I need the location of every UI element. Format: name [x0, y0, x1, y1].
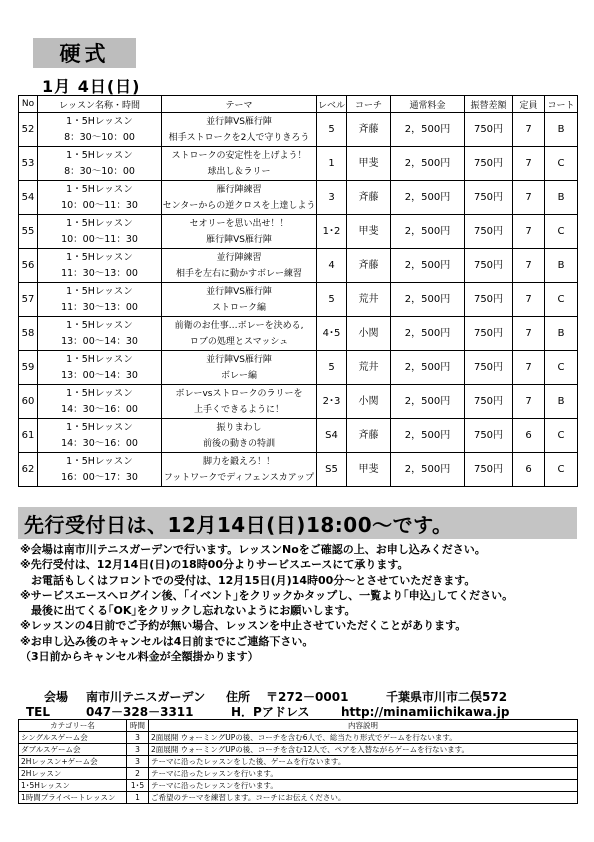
lesson-name-time-line: 1・5Hレッスン	[66, 115, 133, 127]
lesson-name-time	[38, 385, 162, 419]
table-row	[19, 215, 578, 249]
lesson-court: C	[545, 453, 578, 487]
category-header-row	[19, 720, 578, 732]
lesson-level: 4･5	[317, 317, 347, 351]
lesson-name-time-line: 14：30～16：00	[61, 403, 138, 415]
lesson-fee: 2，500円	[391, 317, 465, 351]
lesson-theme	[162, 215, 317, 249]
lesson-name-time-line: 1・5Hレッスン	[66, 455, 133, 467]
lesson-name-time-line: 1・5Hレッスン	[66, 183, 133, 195]
lesson-theme-line: センターからの逆クロスを上達しよう	[162, 200, 316, 211]
lesson-court: B	[545, 317, 578, 351]
category-row	[19, 780, 578, 792]
address-label: 住所	[226, 690, 251, 704]
lesson-court: C	[545, 215, 578, 249]
lesson-fee: 2，500円	[391, 419, 465, 453]
col-capacity: 定員	[513, 96, 545, 113]
note-line: お電話もしくはフロントでの受付は、12月15日(月)14時00分～とさせていただきます。	[20, 573, 476, 587]
col-level: レベル	[317, 96, 347, 113]
lesson-capacity: 7	[513, 249, 545, 283]
lesson-theme-line: セオリーを思い出せ！！	[189, 218, 289, 229]
lesson-capacity: 7	[513, 147, 545, 181]
lesson-theme-line: 並行陣練習	[216, 252, 262, 263]
lesson-coach: 斉藤	[347, 249, 391, 283]
lesson-transfer-diff: 750円	[465, 385, 513, 419]
lesson-theme-line: ストロークの安定性を上げよう！	[171, 150, 307, 161]
category-desc: 2面展開 ウォーミングUPの後、コーチを含む12人で、ペアを入替ながらゲームを行ないます。	[149, 744, 578, 756]
lesson-coach: 小関	[347, 317, 391, 351]
lesson-theme-line: 並行陣VS雁行陣	[206, 116, 272, 127]
lesson-no: 56	[19, 249, 38, 283]
lesson-level: S4	[317, 419, 347, 453]
lesson-level: 5	[317, 351, 347, 385]
lesson-theme-line: 振りまわし	[216, 422, 262, 433]
table-row	[19, 181, 578, 215]
lesson-theme	[162, 283, 317, 317]
page-heading: 硬式	[33, 38, 136, 68]
lesson-level: 5	[317, 283, 347, 317]
lesson-theme-line: 並行陣VS雁行陣	[206, 286, 272, 297]
lesson-coach: 斉藤	[347, 419, 391, 453]
note-line: ※サービスエースへログイン後、｢イベント｣をクリックかタップし、一覧より｢申込｣してください。	[20, 588, 514, 602]
category-row	[19, 756, 578, 768]
lesson-no: 55	[19, 215, 38, 249]
lesson-date: 1月 4日(日)	[42, 77, 141, 96]
lesson-theme-line: 球出し＆ラリー	[207, 166, 271, 177]
lesson-transfer-diff: 750円	[465, 181, 513, 215]
venue-name: 南市川テニスガーデン	[86, 690, 206, 704]
table-row	[19, 385, 578, 419]
lesson-court: B	[545, 181, 578, 215]
lesson-theme	[162, 249, 317, 283]
lesson-theme-line: 相手を左右に動かすボレー練習	[175, 268, 302, 279]
lesson-court: C	[545, 283, 578, 317]
lesson-court: C	[545, 147, 578, 181]
lesson-theme-line: ボレーvsストロークのラリーを	[175, 388, 303, 399]
lesson-capacity: 7	[513, 215, 545, 249]
lesson-level: 4	[317, 249, 347, 283]
note-line: ※会場は南市川テニスガーデンで行います。レッスンNoをご確認の上、お申し込みください。	[20, 543, 486, 556]
lesson-theme-line: 前衛のお仕事…ボレーを決める,	[174, 320, 304, 331]
lesson-theme-line: 並行陣VS雁行陣	[206, 354, 272, 365]
zip-code: 〒272－0001	[266, 690, 349, 704]
lesson-court: B	[545, 249, 578, 283]
lesson-transfer-diff: 750円	[465, 283, 513, 317]
category-table	[18, 719, 578, 804]
category-desc: テーマに沿ったレッスンをした後、ゲームを行ないます。	[149, 756, 578, 768]
lesson-name-time	[38, 351, 162, 385]
lesson-transfer-diff: 750円	[465, 249, 513, 283]
lesson-coach: 荒井	[347, 351, 391, 385]
note-line: ※レッスンの4日前でご予約が無い場合、レッスンを中止させていただくことがあります。	[20, 619, 467, 633]
lesson-no: 59	[19, 351, 38, 385]
lesson-theme	[162, 113, 317, 147]
lesson-fee: 2，500円	[391, 283, 465, 317]
category-name: 1･5Hレッスン	[19, 780, 127, 792]
lesson-court: C	[545, 419, 578, 453]
lesson-name-time	[38, 113, 162, 147]
category-row	[19, 732, 578, 744]
lesson-name-time-line: 1・5Hレッスン	[66, 251, 133, 263]
lesson-fee: 2，500円	[391, 113, 465, 147]
lesson-name-time-line: 1・5Hレッスン	[66, 421, 133, 433]
lesson-coach: 小関	[347, 385, 391, 419]
lesson-name-time-line: 13：00～14：30	[61, 369, 138, 381]
lesson-coach: 斉藤	[347, 113, 391, 147]
table-row	[19, 147, 578, 181]
lesson-transfer-diff: 750円	[465, 317, 513, 351]
lesson-transfer-diff: 750円	[465, 351, 513, 385]
lesson-no: 58	[19, 317, 38, 351]
category-name: 2Hレッスン	[19, 768, 127, 780]
lesson-theme-line: 脚力を鍛えろ！！	[202, 456, 275, 467]
lesson-theme-line: ロブの処理とスマッシュ	[189, 336, 289, 347]
lesson-no: 62	[19, 453, 38, 487]
lesson-name-time	[38, 453, 162, 487]
lesson-theme	[162, 419, 317, 453]
lesson-theme-line: 相手ストロークを2人で守りきろう	[168, 132, 310, 143]
table-header-row	[19, 96, 578, 113]
lesson-level: 3	[317, 181, 347, 215]
lesson-capacity: 7	[513, 385, 545, 419]
category-name: ダブルスゲーム会	[19, 744, 127, 756]
lesson-name-time	[38, 317, 162, 351]
website-link[interactable]: http://minamiichikawa.jp	[341, 705, 510, 719]
lesson-name-time-line: 1・5Hレッスン	[66, 149, 133, 161]
lesson-coach: 甲斐	[347, 147, 391, 181]
lesson-fee: 2，500円	[391, 249, 465, 283]
lesson-theme-line: 雁行陣練習	[216, 184, 262, 195]
category-name: 1時間プライベートレッスン	[19, 792, 127, 804]
table-row	[19, 283, 578, 317]
lesson-schedule-table	[18, 95, 578, 487]
lesson-name-time-line: 1・5Hレッスン	[66, 353, 133, 365]
address: 千葉県市川市二俣572	[386, 690, 508, 704]
lesson-fee: 2，500円	[391, 351, 465, 385]
table-row	[19, 453, 578, 487]
lesson-theme	[162, 147, 317, 181]
lesson-transfer-diff: 750円	[465, 453, 513, 487]
category-time: 3	[127, 756, 149, 768]
lesson-name-time-line: 10：00～11：30	[61, 233, 138, 245]
lesson-capacity: 7	[513, 317, 545, 351]
cat-col-time: 時間	[127, 720, 149, 732]
lesson-capacity: 7	[513, 113, 545, 147]
category-row	[19, 768, 578, 780]
category-time: 3	[127, 744, 149, 756]
lesson-capacity: 7	[513, 181, 545, 215]
lesson-theme	[162, 317, 317, 351]
col-theme: テーマ	[162, 96, 317, 113]
lesson-transfer-diff: 750円	[465, 113, 513, 147]
lesson-name-time-line: 13：00～14：30	[61, 335, 138, 347]
lesson-court: C	[545, 351, 578, 385]
category-time: 2	[127, 768, 149, 780]
category-row	[19, 744, 578, 756]
lesson-name-time	[38, 283, 162, 317]
lesson-name-time-line: 11：30～13：00	[61, 301, 138, 313]
col-fee: 通常料金	[391, 96, 465, 113]
col-court: コート	[545, 96, 578, 113]
col-lesson: レッスン名称・時間	[38, 96, 162, 113]
lesson-no: 53	[19, 147, 38, 181]
lesson-name-time-line: 8：30～10：00	[64, 165, 135, 177]
lesson-transfer-diff: 750円	[465, 215, 513, 249]
category-time: 3	[127, 732, 149, 744]
lesson-fee: 2，500円	[391, 453, 465, 487]
category-row	[19, 792, 578, 804]
lesson-court: B	[545, 113, 578, 147]
lesson-fee: 2，500円	[391, 147, 465, 181]
lesson-theme-line: フットワークでディフェンスカアップ	[163, 472, 315, 483]
lesson-name-time	[38, 215, 162, 249]
lesson-name-time-line: 14：30～16：00	[61, 437, 138, 449]
lesson-theme	[162, 453, 317, 487]
lesson-court: B	[545, 385, 578, 419]
lesson-no: 57	[19, 283, 38, 317]
tel-number: 047－328－3311	[86, 705, 194, 719]
lesson-coach: 荒井	[347, 283, 391, 317]
lesson-theme-line: 上手くできるように！	[193, 404, 284, 415]
category-name: シングルスゲーム会	[19, 732, 127, 744]
lesson-level: 1･2	[317, 215, 347, 249]
table-row	[19, 419, 578, 453]
table-row	[19, 249, 578, 283]
cat-col-name: カテゴリー名	[19, 720, 127, 732]
lesson-theme-line: ボレー編	[220, 370, 257, 381]
category-desc: テーマに沿ったレッスンを行います。	[149, 780, 578, 792]
category-desc: ご希望のテーマを練習します。コーチにお伝えください。	[149, 792, 578, 804]
lesson-name-time	[38, 419, 162, 453]
lesson-theme-line: 雁行陣VS雁行陣	[206, 234, 272, 245]
lesson-name-time-line: 11：30～13：00	[61, 267, 138, 279]
lesson-name-time	[38, 249, 162, 283]
lesson-coach: 甲斐	[347, 453, 391, 487]
lesson-capacity: 7	[513, 351, 545, 385]
category-time: 1･5	[127, 780, 149, 792]
category-desc: テーマに沿ったレッスンを行います。	[149, 768, 578, 780]
lesson-fee: 2，500円	[391, 181, 465, 215]
lesson-name-time-line: 1・5Hレッスン	[66, 387, 133, 399]
lesson-theme-line: 前後の動きの特訓	[202, 438, 275, 449]
col-diff: 振替差額	[465, 96, 513, 113]
advance-registration-banner: 先行受付日は、12月14日(日)18:00～です。	[18, 507, 577, 539]
table-row	[19, 317, 578, 351]
category-name: 2Hレッスン+ゲーム会	[19, 756, 127, 768]
col-no: No	[19, 96, 38, 113]
lesson-transfer-diff: 750円	[465, 147, 513, 181]
lesson-level: 2･3	[317, 385, 347, 419]
lesson-capacity: 6	[513, 453, 545, 487]
lesson-fee: 2，500円	[391, 215, 465, 249]
lesson-name-time-line: 10：00～11：30	[61, 199, 138, 211]
lesson-level: 1	[317, 147, 347, 181]
lesson-transfer-diff: 750円	[465, 419, 513, 453]
lesson-name-time-line: 1・5Hレッスン	[66, 217, 133, 229]
lesson-theme-line: ストローク編	[211, 302, 266, 313]
hp-label: H．Pアドレス	[231, 705, 310, 719]
col-coach: コーチ	[347, 96, 391, 113]
lesson-name-time-line: 16：00～17：30	[61, 471, 138, 483]
lesson-level: S5	[317, 453, 347, 487]
lesson-coach: 甲斐	[347, 215, 391, 249]
lesson-fee: 2，500円	[391, 385, 465, 419]
notes-list	[20, 542, 580, 664]
lesson-name-time	[38, 181, 162, 215]
note-line: （3日前からキャンセル料金が全額掛かります）	[20, 650, 259, 664]
lesson-no: 61	[19, 419, 38, 453]
lesson-theme	[162, 181, 317, 215]
note-line: ※先行受付は、12月14日(日)の18時00分よりサービスエースにて承ります。	[20, 558, 409, 572]
contact-info	[26, 703, 586, 720]
tel-label: TEL	[26, 705, 51, 719]
lesson-no: 54	[19, 181, 38, 215]
lesson-level: 5	[317, 113, 347, 147]
lesson-no: 52	[19, 113, 38, 147]
category-desc: 2面展開 ウォーミングUPの後、コーチを含む6人で、総当たり形式でゲームを行ないます。	[149, 732, 578, 744]
lesson-name-time-line: 8：30～10：00	[64, 131, 135, 143]
lesson-theme	[162, 385, 317, 419]
lesson-capacity: 6	[513, 419, 545, 453]
note-line: ※お申し込み後のキャンセルは4日前までにご連絡下さい。	[20, 634, 314, 648]
lesson-theme	[162, 351, 317, 385]
category-time: 1	[127, 792, 149, 804]
lesson-capacity: 7	[513, 283, 545, 317]
table-row	[19, 113, 578, 147]
lesson-name-time	[38, 147, 162, 181]
lesson-name-time-line: 1・5Hレッスン	[66, 285, 133, 297]
note-line: 最後に出てくる｢OK｣をクリックし忘れないようにお願いします。	[20, 604, 356, 618]
cat-col-desc: 内容説明	[149, 720, 578, 732]
venue-label: 会場	[44, 690, 69, 704]
lesson-coach: 斉藤	[347, 181, 391, 215]
lesson-name-time-line: 1・5Hレッスン	[66, 319, 133, 331]
lesson-no: 60	[19, 385, 38, 419]
table-row	[19, 351, 578, 385]
